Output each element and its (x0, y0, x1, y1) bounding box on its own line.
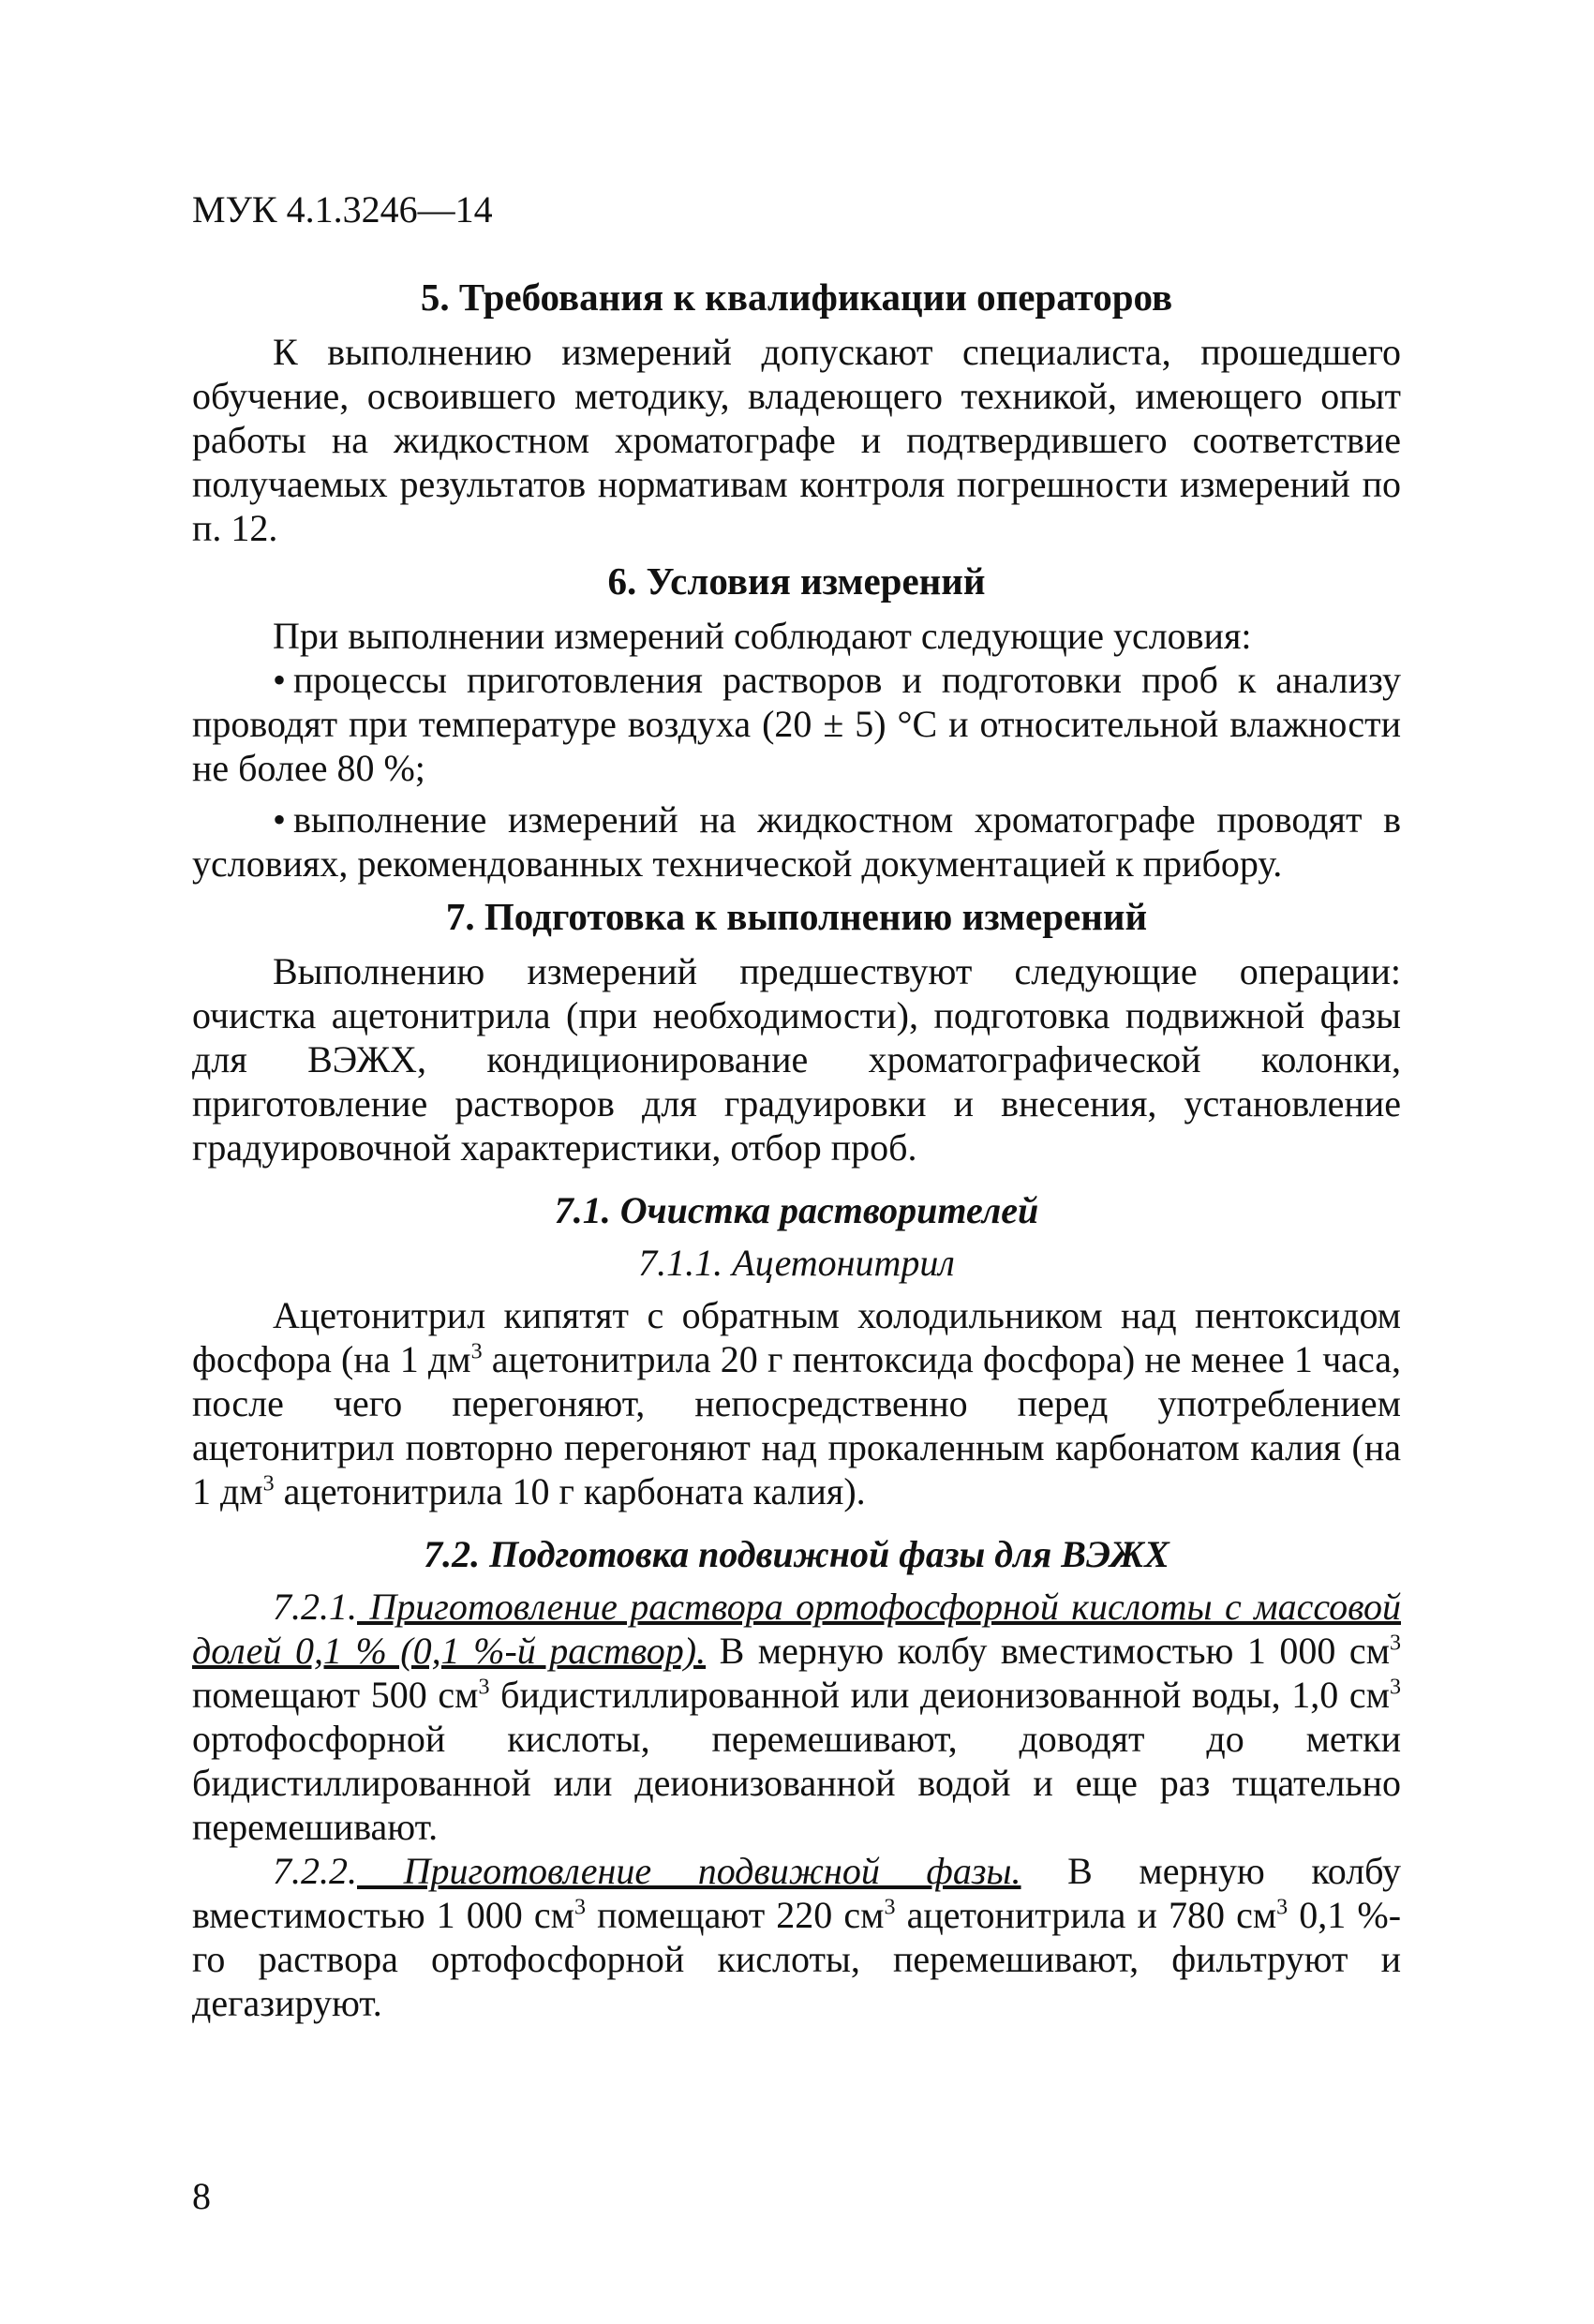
superscript: 3 (262, 1471, 275, 1497)
subsection-7-2-1-paragraph (192, 1585, 1401, 1849)
item-heading: Приготовление раствора ортофосфорной кислоты с массовой долей 0,1 % (0,1 %-й раствор). (192, 1586, 1401, 1672)
subsection-7-1-1-title: 7.1.1. Ацетонитрил (638, 1242, 955, 1284)
section-5-title: 5. Требования к квалификации операторов (420, 276, 1173, 319)
text-run: ацетонитрила 10 г карбоната калия). (274, 1470, 866, 1512)
document-page (192, 187, 1401, 2033)
text-run: ацетонитрила 20 г пентоксида фосфора) не менее 1 часа, после чего перегоняют, непосредственно перед употреблением ацетонитрил повторно перегоняют над прокаленным карбонатом калия (на 1 дм (192, 1338, 1401, 1512)
section-7-title: 7. Подготовка к выполнению измерений (445, 895, 1148, 938)
superscript: 3 (574, 1895, 586, 1920)
section-7-paragraph: Выполнению измерений предшествуют следующие операции: очистка ацетонитрила (при необходимости), подготовка подвижной фазы для ВЭЖХ, кондиционирование хроматографической колонки, приготовление растворов для градуировки и внесения, установление градуировочной характеристики, отбор проб. (192, 950, 1401, 1169)
subsection-7-2-2-paragraph (192, 1849, 1401, 2025)
superscript: 3 (1390, 1675, 1401, 1700)
text-run: В мерную колбу вместимостью 1 000 см (706, 1630, 1390, 1672)
text-run: ацетонитрила и 780 см (895, 1894, 1277, 1936)
text-run: помещают 220 см (585, 1894, 885, 1936)
text-run: помещают 500 см (192, 1674, 479, 1716)
text-run: ортофосфорной кислоты, перемешивают, доводят до метки бидистиллированной или деионизованной водой и еще раз тщательно перемешивают. (192, 1718, 1401, 1848)
item-number: 7.2.1. (273, 1586, 357, 1628)
superscript: 3 (884, 1895, 896, 1920)
bullet-icon: • (273, 798, 287, 841)
section-6-bullet-2 (192, 797, 1401, 886)
superscript: 3 (1390, 1631, 1401, 1656)
section-5-paragraph: К выполнению измерений допускают специалиста, прошедшего обучение, освоившего методику, владеющего техникой, имеющего опыт работы на жидкостном хроматографе и подтвердившего соответствие получаемых результатов нормативам контроля погрешности измерений по п. 12. (192, 331, 1401, 549)
subsection-7-1-1-paragraph (192, 1293, 1401, 1513)
bullet-text: процессы приготовления растворов и подготовки проб к анализу проводят при температуре воздуха (20 ± 5) °С и относительной влажности не более 80 %; (192, 659, 1401, 789)
page-number: 8 (192, 2175, 211, 2217)
section-6-bullet-1 (192, 658, 1401, 790)
bullet-text: выполнение измерений на жидкостном хроматографе проводят в условиях, рекомендованных технической документацией к прибору. (192, 798, 1401, 885)
superscript: 3 (470, 1339, 483, 1364)
text-run: В мерную колбу вместимостью 1 000 см (192, 1850, 1402, 1936)
bullet-icon: • (273, 659, 287, 701)
section-6-intro: При выполнении измерений соблюдают следующие условия: (273, 615, 1252, 657)
section-6-title: 6. Условия измерений (607, 559, 986, 603)
text-run: 0,1 %-го раствора ортофосфорной кислоты, перемешивают, фильтруют и дегазируют. (192, 1894, 1402, 2024)
item-heading: Приготовление подвижной фазы. (357, 1850, 1021, 1892)
subsection-7-1-title: 7.1. Очистка растворителей (554, 1189, 1039, 1231)
document-code: МУК 4.1.3246—14 (192, 188, 493, 231)
superscript: 3 (1276, 1895, 1289, 1920)
superscript: 3 (478, 1675, 490, 1700)
subsection-7-2-title: 7.2. Подготовка подвижной фазы для ВЭЖХ (424, 1533, 1169, 1575)
text-run: Ацетонитрил кипятят с обратным холодильником над пентоксидом фосфора (на 1 дм (192, 1294, 1401, 1380)
text-run: бидистиллированной или деионизованной воды, 1,0 см (489, 1674, 1390, 1716)
item-number: 7.2.2. (273, 1850, 357, 1892)
